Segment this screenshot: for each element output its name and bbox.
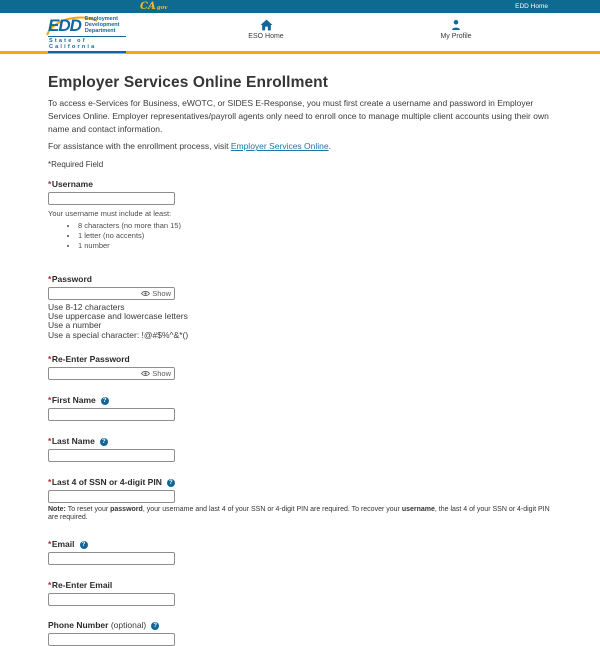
username-rules-intro: Your username must include at least:: [48, 209, 172, 218]
field-phone-number: [48, 620, 552, 646]
phone-number-input[interactable]: [48, 633, 175, 646]
nav-label: My Profile: [440, 33, 472, 40]
reenter-password-input[interactable]: [49, 368, 141, 379]
password-input-group: [48, 287, 175, 300]
reenter-password-show-button[interactable]: Show: [140, 368, 172, 379]
field-reenter-email: [48, 580, 552, 606]
last-name-label: *Last Name ?: [48, 436, 552, 446]
utility-bar: [0, 0, 600, 13]
site-header: [0, 13, 600, 51]
help-icon[interactable]: ?: [101, 397, 109, 405]
username-rule: • 1 letter (no accents): [78, 231, 552, 241]
edd-home-link[interactable]: EDD Home: [515, 3, 548, 10]
field-reenter-password: [48, 354, 552, 380]
employer-services-online-link[interactable]: Employer Services Online: [230, 141, 329, 152]
first-name-label: *First Name ?: [48, 395, 552, 405]
password-input[interactable]: [49, 288, 141, 299]
reenter-password-input-group: [48, 367, 175, 380]
eye-icon: [141, 290, 150, 297]
last-name-input[interactable]: [48, 449, 175, 462]
username-rule: • 8 characters (no more than 15): [78, 221, 552, 231]
edd-logo-tagline: State of California: [48, 36, 126, 54]
password-hint: Use a special character: !@#$%^&*(): [48, 329, 189, 340]
reenter-email-input[interactable]: [48, 593, 175, 606]
password-hint: Use uppercase and lowercase letters: [48, 310, 188, 321]
home-icon: [260, 19, 273, 31]
field-ssn-pin: [48, 477, 552, 522]
password-show-button[interactable]: Show: [140, 288, 172, 299]
reenter-password-label: *Re-Enter Password: [48, 354, 130, 365]
password-hint: Use a number: [48, 320, 102, 331]
first-name-input[interactable]: [48, 408, 175, 421]
field-first-name: [48, 395, 552, 421]
field-username: [48, 179, 552, 251]
ssn-pin-input[interactable]: [48, 490, 175, 503]
username-rule: • 1 number: [78, 241, 552, 251]
nav-label: ESO Home: [248, 33, 284, 40]
page-title: Employer Services Online Enrollment: [48, 74, 329, 91]
help-icon[interactable]: ?: [167, 479, 175, 487]
field-password: [48, 274, 552, 341]
reenter-email-label: *Re-Enter Email: [48, 580, 113, 591]
required-field-note: *Required Field: [48, 160, 104, 169]
phone-number-label: Phone Number (optional) ?: [48, 620, 552, 630]
edd-logo[interactable]: [48, 16, 128, 53]
intro-paragraph: To access e-Services for Business, eWOTC, or SIDES E-Response, you must first create a username and password in Employer Services Online. Employer representatives/payroll agents only need to enroll once to manage multiple client accounts using their own name and contact information.: [48, 98, 549, 134]
help-icon[interactable]: ?: [100, 438, 108, 446]
nav-item-my-profile[interactable]: [426, 19, 486, 40]
edd-logo-dept: Employment Development Department: [84, 16, 120, 35]
edd-logo-text: EDD: [48, 15, 81, 35]
main-content: [0, 74, 600, 646]
password-hints: [48, 303, 552, 341]
person-icon: [450, 19, 462, 31]
ssn-pin-label: *Last 4 of SSN or 4-digit PIN ?: [48, 477, 552, 487]
ssn-note: Note: To reset your password, your username and last 4 of your SSN or 4-digit PIN are required. To recover your username, the last 4 of your SSN or 4-digit PIN are required.: [48, 506, 550, 522]
username-rules-list: [78, 221, 552, 251]
field-email: [48, 539, 552, 565]
help-icon[interactable]: ?: [151, 622, 159, 630]
email-label: *Email ?: [48, 539, 552, 549]
username-label: *Username: [48, 179, 93, 189]
help-icon[interactable]: ?: [80, 541, 88, 549]
eye-icon: [141, 370, 150, 377]
field-last-name: [48, 436, 552, 462]
email-input[interactable]: [48, 552, 175, 565]
assistance-line: For assistance with the enrollment process, visit Employer Services Online.: [48, 141, 331, 152]
cagov-logo-ca: CA: [140, 1, 156, 12]
password-hint: Use 8-12 characters: [48, 301, 125, 312]
password-label: *Password: [48, 273, 92, 284]
cagov-logo-gov: gov: [156, 5, 168, 11]
username-input[interactable]: [48, 192, 175, 205]
nav-item-eso-home[interactable]: [236, 19, 296, 40]
